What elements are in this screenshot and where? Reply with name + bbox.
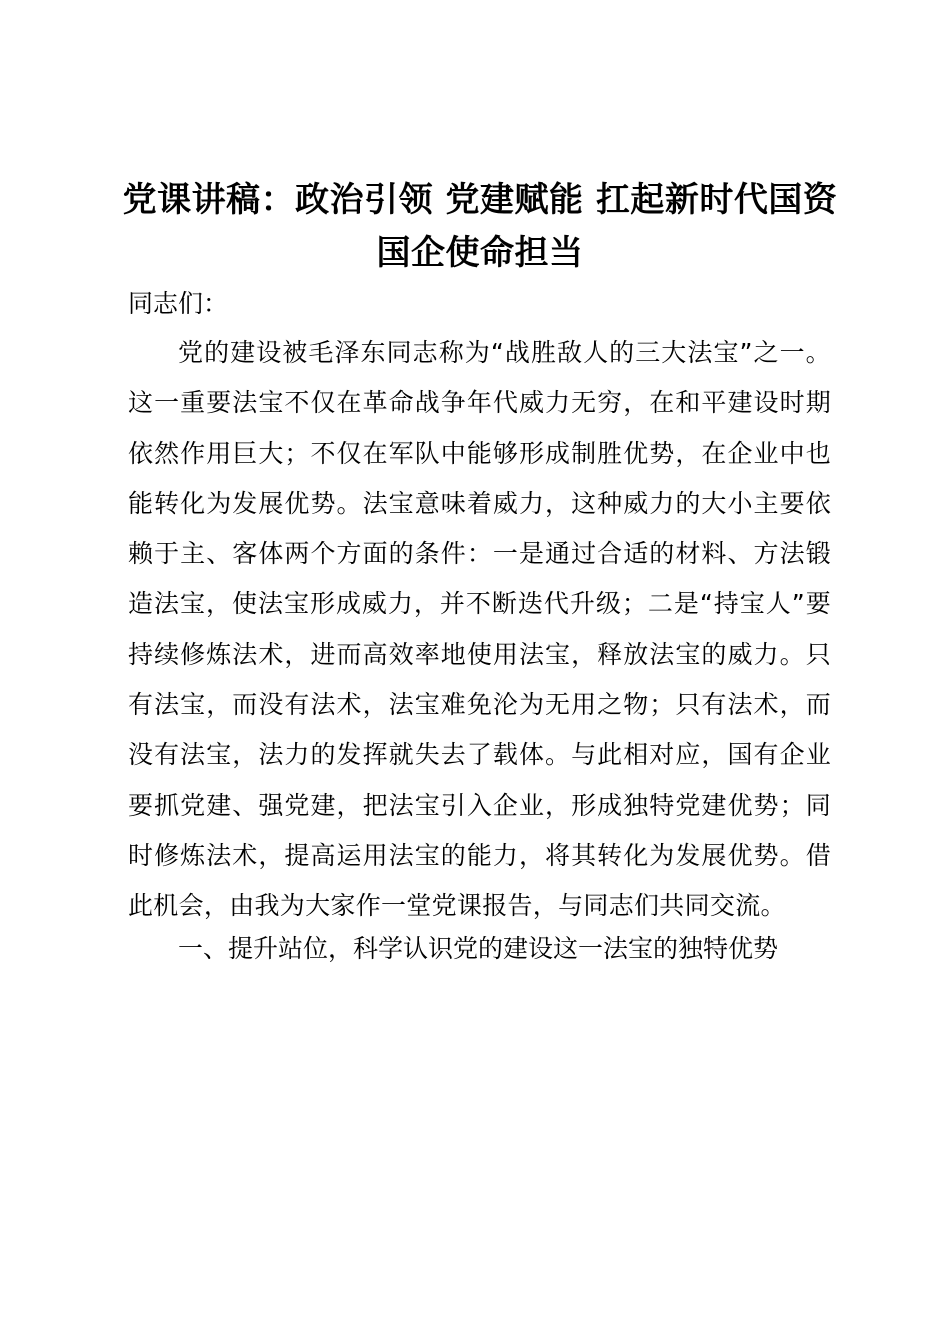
section-heading: 一、提升站位，科学认识党的建设这一法宝的独特优势 [178, 934, 779, 963]
document-title: 党课讲稿：政治引领 党建赋能 扛起新时代国资国企使命担当 [122, 180, 838, 273]
intro-paragraph: 党的建设被毛泽东同志称为“战胜敌人的三大法宝”之一。这一重要法宝不仅在革命战争年代威力无穷，在和平建设时期依然作用巨大；不仅在军队中能够形成制胜优势，在企业中也能转化为发展优势。法宝意味着威力，这种威力的大小主要依赖于主、客体两个方面的条件：一是通过合适的材料、方法锻造法宝，使法宝形成威力，并不断迭代升级；二是“持宝人”要持续修炼法术，进而高效率地使用法宝，释放法宝的威力。只有法宝，而没有法术，法宝难免沦为无用之物；只有法术，而没有法宝，法力的发挥就失去了载体。与此相对应，国有企业要抓党建、强党建，把法宝引入企业，形成独特党建优势；同时修炼法术，提高运用法宝的能力，将其转化为发展优势。借此机会，由我为大家作一堂党课报告，与同志们共同交流。 [128, 338, 831, 921]
salutation: 同志们： [128, 289, 229, 318]
